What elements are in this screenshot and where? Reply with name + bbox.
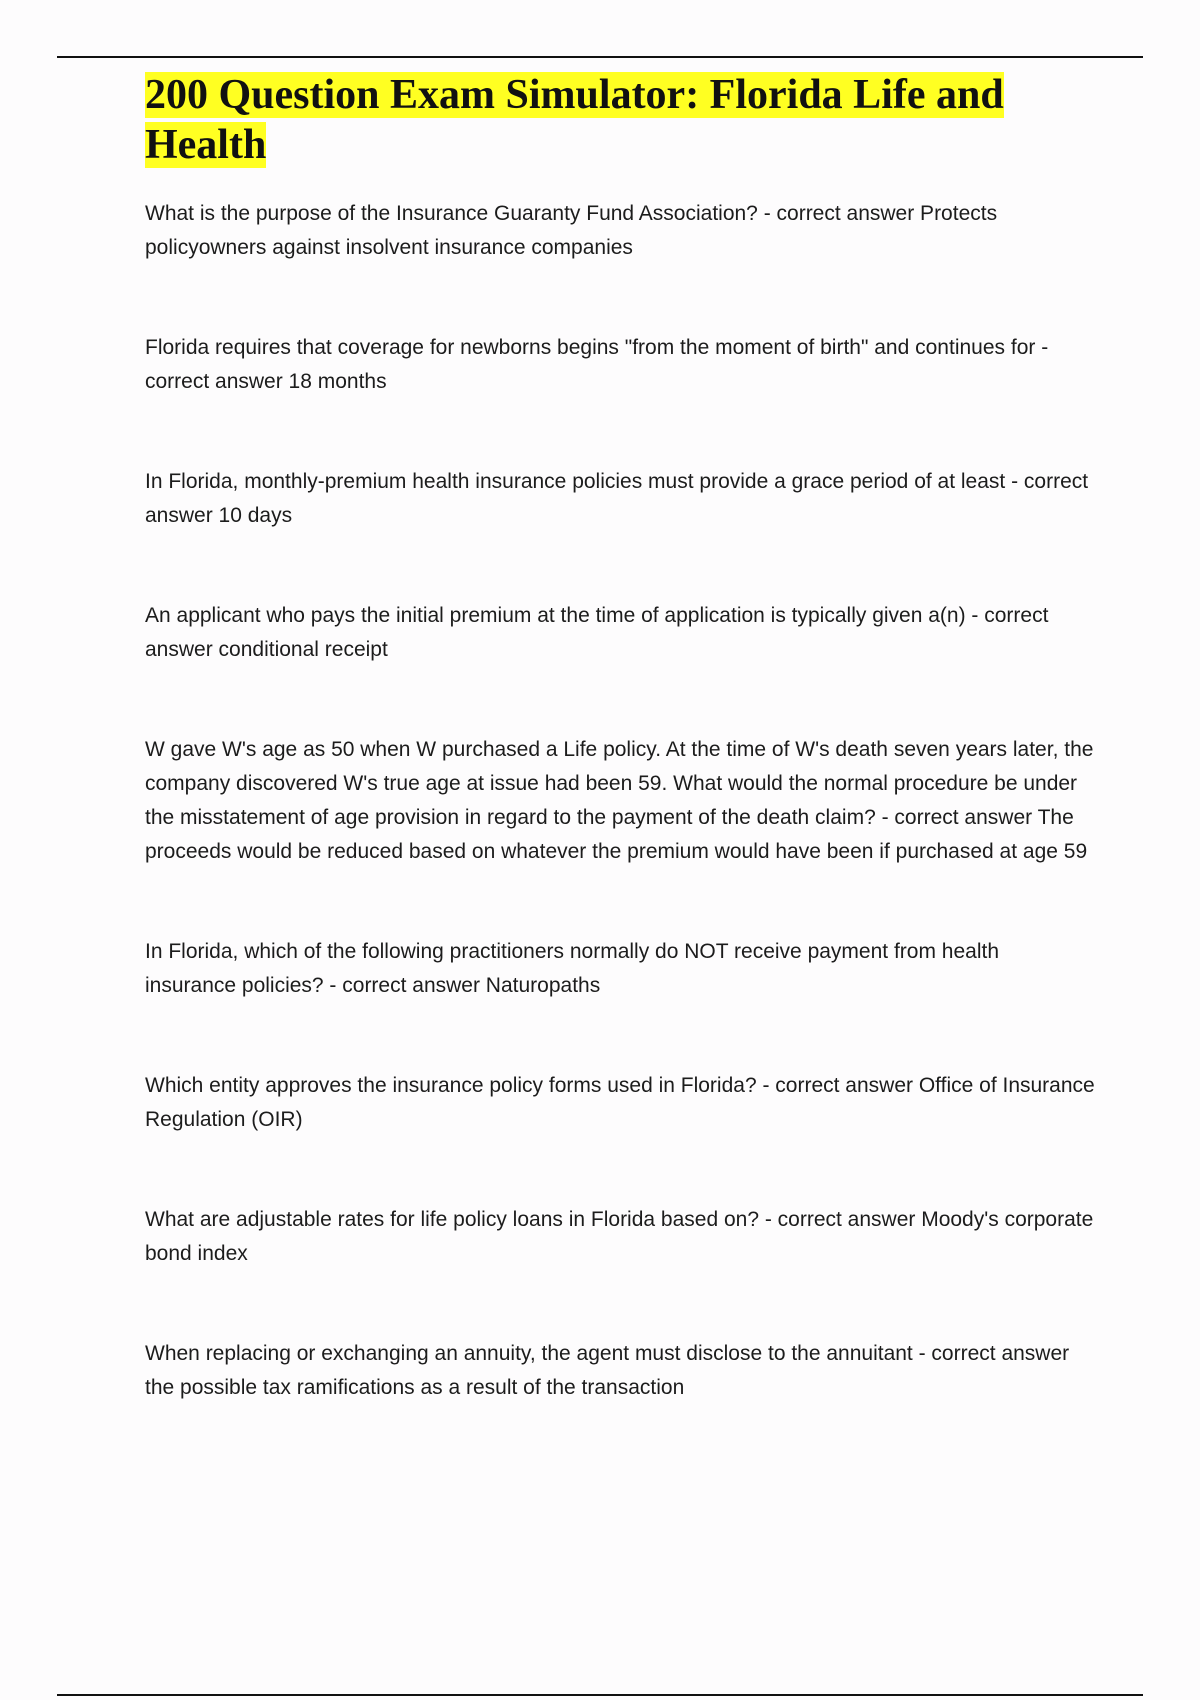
qa-item: An applicant who pays the initial premium at the time of application is typically given a(n) - correct answer conditional receipt: [145, 604, 1049, 661]
qa-item: What are adjustable rates for life policy loans in Florida based on? - correct answer Moody's corporate bond index: [145, 1208, 1094, 1265]
qa-item: In Florida, monthly-premium health insurance policies must provide a grace period of at least - correct answer 10 days: [145, 470, 1089, 527]
qa-item: When replacing or exchanging an annuity, the agent must disclose to the annuitant - correct answer the possible tax ramifications as a result of the transaction: [145, 1342, 1070, 1399]
qa-item: What is the purpose of the Insurance Guaranty Fund Association? - correct answer Protects policyowners against insolvent insurance companies: [145, 202, 998, 259]
page-title: [145, 70, 1095, 170]
qa-item: In Florida, which of the following practitioners normally do NOT receive payment from health insurance policies? - correct answer Naturopaths: [145, 940, 999, 997]
qa-list: [145, 197, 1095, 1405]
qa-item: Which entity approves the insurance policy forms used in Florida? - correct answer Office of Insurance Regulation (OIR): [145, 1074, 1095, 1131]
bottom-rule: [57, 1694, 1143, 1696]
top-rule: [57, 56, 1143, 58]
qa-item: W gave W's age as 50 when W purchased a Life policy. At the time of W's death seven years later, the company discovered W's true age at issue had been 59. What would the normal procedure be under the misstatement of age provision in regard to the payment of the death claim? - correct answer The proceeds would be reduced based on whatever the premium would have been if purchased at age 59: [145, 738, 1094, 863]
document-content: [145, 70, 1095, 1471]
qa-item: Florida requires that coverage for newborns begins "from the moment of birth" and continues for - correct answer 18 months: [145, 336, 1049, 393]
title-highlight: 200 Question Exam Simulator: Florida Life and Health: [145, 72, 1004, 168]
